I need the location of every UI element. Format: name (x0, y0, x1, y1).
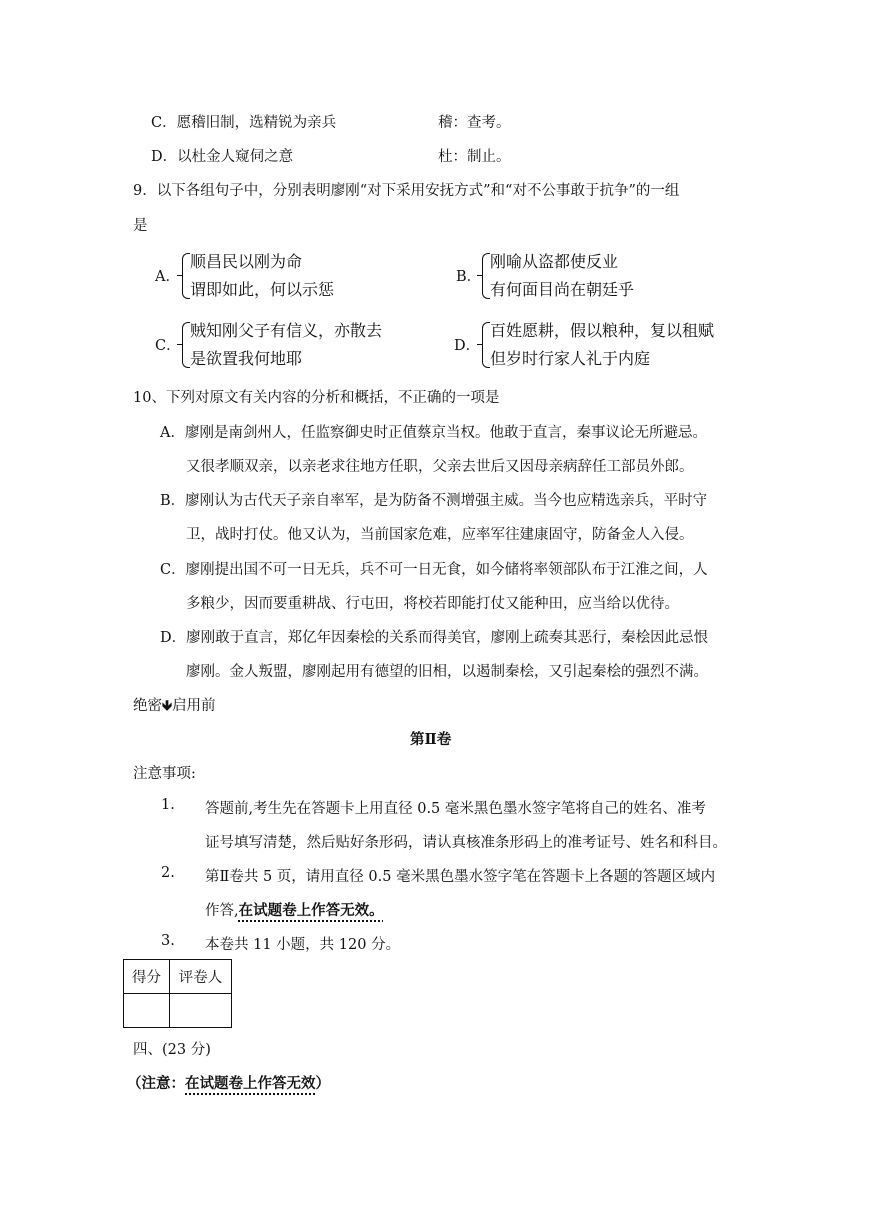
secret-mark-after: 启用前 (172, 698, 216, 714)
q9-option-b-letter: B． (456, 269, 482, 285)
part4-note-close: ） (315, 1075, 330, 1092)
q10-option-c-line1: C．廖刚提出国不可一日无兵，兵不可一日无食，如今储将率领部队布于江淮之间，人 (160, 562, 708, 578)
q10-option-c-line2: 多粮少，因而要重耕战、行屯田，将校若即能打仗又能种田，应当给以优待。 (186, 596, 679, 612)
q9-option-d-bottom: 但岁时行家人礼于内庭 (490, 349, 651, 368)
notice-item-2-emphasis: 在试题卷上作答无效。 (238, 902, 384, 919)
q9-option-a-top: 顺昌民以刚为命 (190, 252, 303, 271)
notice-item-1-number: 1. (161, 797, 175, 813)
notice-title: 注意事项: (133, 766, 196, 782)
part4-heading: 四、(23 分) (133, 1042, 211, 1058)
q9-option-c-top: 贼知刚父子有信义，亦散去 (190, 321, 383, 340)
q10-option-a-line1: A．廖刚是南剑州人，任监察御史时正值蔡京当权。他敢于直言，秦事议论无所避忌。 (160, 425, 707, 441)
q8-option-d-gloss: 杜：制止。 (438, 149, 511, 165)
q8-option-c-gloss: 稽：查考。 (438, 115, 511, 131)
grader-cell[interactable] (170, 994, 232, 1028)
q9-option-b-bottom: 有何面目尚在朝廷乎 (490, 280, 635, 299)
score-table (123, 959, 232, 1028)
brace-icon (482, 253, 490, 299)
q9-option-a-bottom: 谓即如此，何以示惩 (190, 280, 335, 299)
q10-option-a-line2: 又很孝顺双亲，以亲老求往地方任职，父亲去世后又因母亲病辞任工部员外郎。 (186, 459, 694, 475)
q10-option-b-line2: 卫，战时打仗。他又认为，当前国家危难，应率军往建康固守，防备金人入侵。 (186, 527, 694, 543)
part4-note-open: （注意： (127, 1075, 185, 1092)
notice-item-2-number: 2. (161, 865, 175, 881)
notice-item-1-line2: 证号填写清楚，然后贴好条形码，请认真核准条形码上的准考证号、姓名和科目。 (205, 835, 727, 851)
notice-item-1-line1: 答题前,考生先在答题卡上用直径 0.5 毫米黑色墨水签字笔将自己的姓名、准考 (205, 801, 706, 817)
secret-mark-before: 绝密 (133, 698, 162, 714)
q9-stem-line1: 9．以下各组句子中，分别表明廖刚“对下采用安抚方式”和“对不公事敢于抗争”的一组 (133, 183, 680, 199)
q10-option-b-line1: B．廖刚认为古代天子亲自率军，是为防备不测增强主威。当今也应精选亲兵，平时守 (160, 493, 708, 509)
q10-stem: 10、下列对原文有关内容的分析和概括，不正确的一项是 (133, 390, 500, 406)
notice-item-2-line1: 第Ⅱ卷共 5 页，请用直径 0.5 毫米黑色墨水签字笔在答题卡上各题的答题区域内 (205, 869, 716, 885)
q9-option-a-letter: A． (155, 269, 180, 285)
q8-option-c: C．愿稽旧制，选精锐为亲兵 (151, 115, 337, 131)
notice-item-3-line1: 本卷共 11 小题，共 120 分。 (205, 937, 401, 953)
part4-note (127, 1072, 330, 1093)
q9-option-c-letter: C． (155, 338, 181, 354)
q9-option-d-top: 百姓愿耕，假以粮种，复以租赋 (490, 321, 715, 340)
q9-option-b-top: 刚喻从盗都使反业 (490, 252, 619, 271)
q9-option-c-bottom: 是欲置我何地耶 (190, 349, 303, 368)
q10-option-d-line2: 廖刚。金人叛盟，廖刚起用有德望的旧相，以遏制秦桧，又引起秦桧的强烈不满。 (186, 664, 708, 680)
notice-item-2-line2 (205, 899, 384, 920)
brace-icon (182, 322, 190, 368)
secret-mark (133, 694, 216, 719)
arrow-down-icon: 🡻 (162, 698, 173, 714)
section-title: 第Ⅱ卷 (410, 731, 452, 748)
brace-icon (482, 322, 490, 368)
grader-header: 评卷人 (170, 960, 232, 994)
score-header: 得分 (124, 960, 170, 994)
q10-option-d-line1: D．廖刚敢于直言，郑亿年因秦桧的关系而得美官，廖刚上疏奏其恶行，秦桧因此忌恨 (160, 630, 709, 646)
q9-stem-line2: 是 (133, 218, 148, 234)
q9-option-d-letter: D． (454, 338, 481, 354)
part4-note-emphasis: 在试题卷上作答无效 (185, 1075, 316, 1092)
score-cell[interactable] (124, 994, 170, 1028)
notice-item-2-line2-start: 作答, (205, 903, 239, 919)
q8-option-d: D．以杜金人窥伺之意 (151, 149, 294, 165)
brace-icon (182, 253, 190, 299)
notice-item-3-number: 3. (161, 933, 175, 949)
